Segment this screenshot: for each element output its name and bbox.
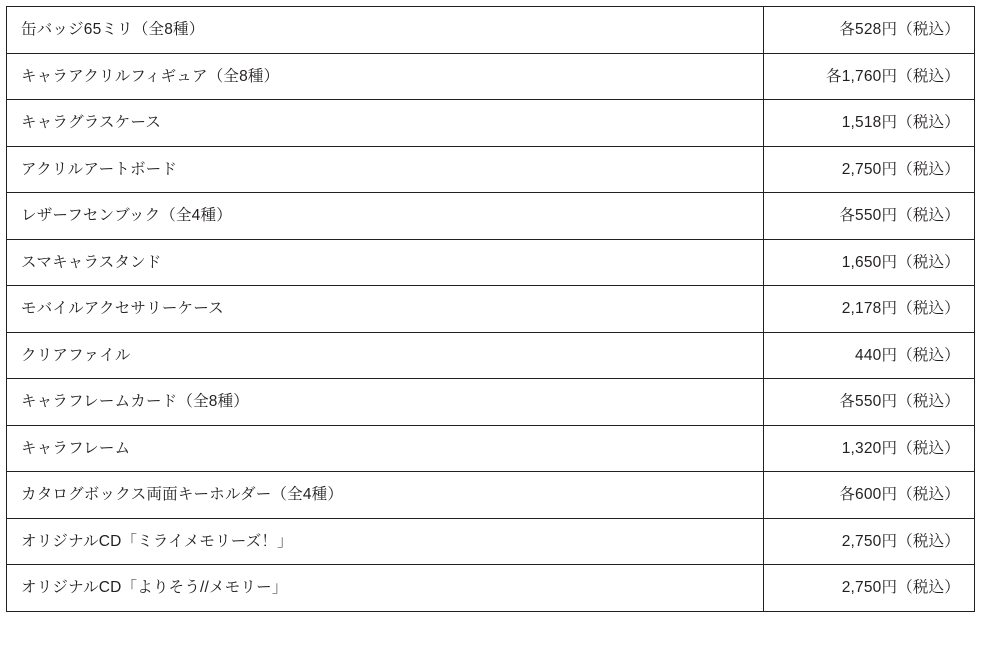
item-name: キャラフレーム (7, 425, 764, 472)
price-table-body (7, 7, 975, 612)
item-price: 各600円（税込） (764, 472, 975, 519)
item-name: カタログボックス両面キーホルダー（全4種） (7, 472, 764, 519)
table-row (7, 193, 975, 240)
price-table (6, 6, 975, 612)
table-row (7, 239, 975, 286)
item-name: アクリルアートボード (7, 146, 764, 193)
item-name: レザーフセンブック（全4種） (7, 193, 764, 240)
table-row (7, 518, 975, 565)
item-price: 2,178円（税込） (764, 286, 975, 333)
item-price: 2,750円（税込） (764, 518, 975, 565)
table-row (7, 286, 975, 333)
table-row (7, 472, 975, 519)
item-name: 缶バッジ65ミリ（全8種） (7, 7, 764, 54)
item-name: オリジナルCD「よりそう//メモリー」 (7, 565, 764, 612)
item-price: 1,320円（税込） (764, 425, 975, 472)
item-price: 440円（税込） (764, 332, 975, 379)
table-row (7, 565, 975, 612)
table-row (7, 100, 975, 147)
item-name: スマキャラスタンド (7, 239, 764, 286)
item-price: 各1,760円（税込） (764, 53, 975, 100)
item-price: 2,750円（税込） (764, 146, 975, 193)
item-name: クリアファイル (7, 332, 764, 379)
item-name: モバイルアクセサリーケース (7, 286, 764, 333)
item-price: 各550円（税込） (764, 193, 975, 240)
table-row (7, 425, 975, 472)
item-name: キャラグラスケース (7, 100, 764, 147)
table-row (7, 146, 975, 193)
table-row (7, 7, 975, 54)
item-name: オリジナルCD「ミライメモリーズ！」 (7, 518, 764, 565)
item-price: 1,650円（税込） (764, 239, 975, 286)
item-price: 各528円（税込） (764, 7, 975, 54)
item-name: キャラフレームカード（全8種） (7, 379, 764, 426)
item-price: 2,750円（税込） (764, 565, 975, 612)
table-row (7, 379, 975, 426)
item-price: 各550円（税込） (764, 379, 975, 426)
table-row (7, 332, 975, 379)
table-row (7, 53, 975, 100)
item-price: 1,518円（税込） (764, 100, 975, 147)
item-name: キャラアクリルフィギュア（全8種） (7, 53, 764, 100)
